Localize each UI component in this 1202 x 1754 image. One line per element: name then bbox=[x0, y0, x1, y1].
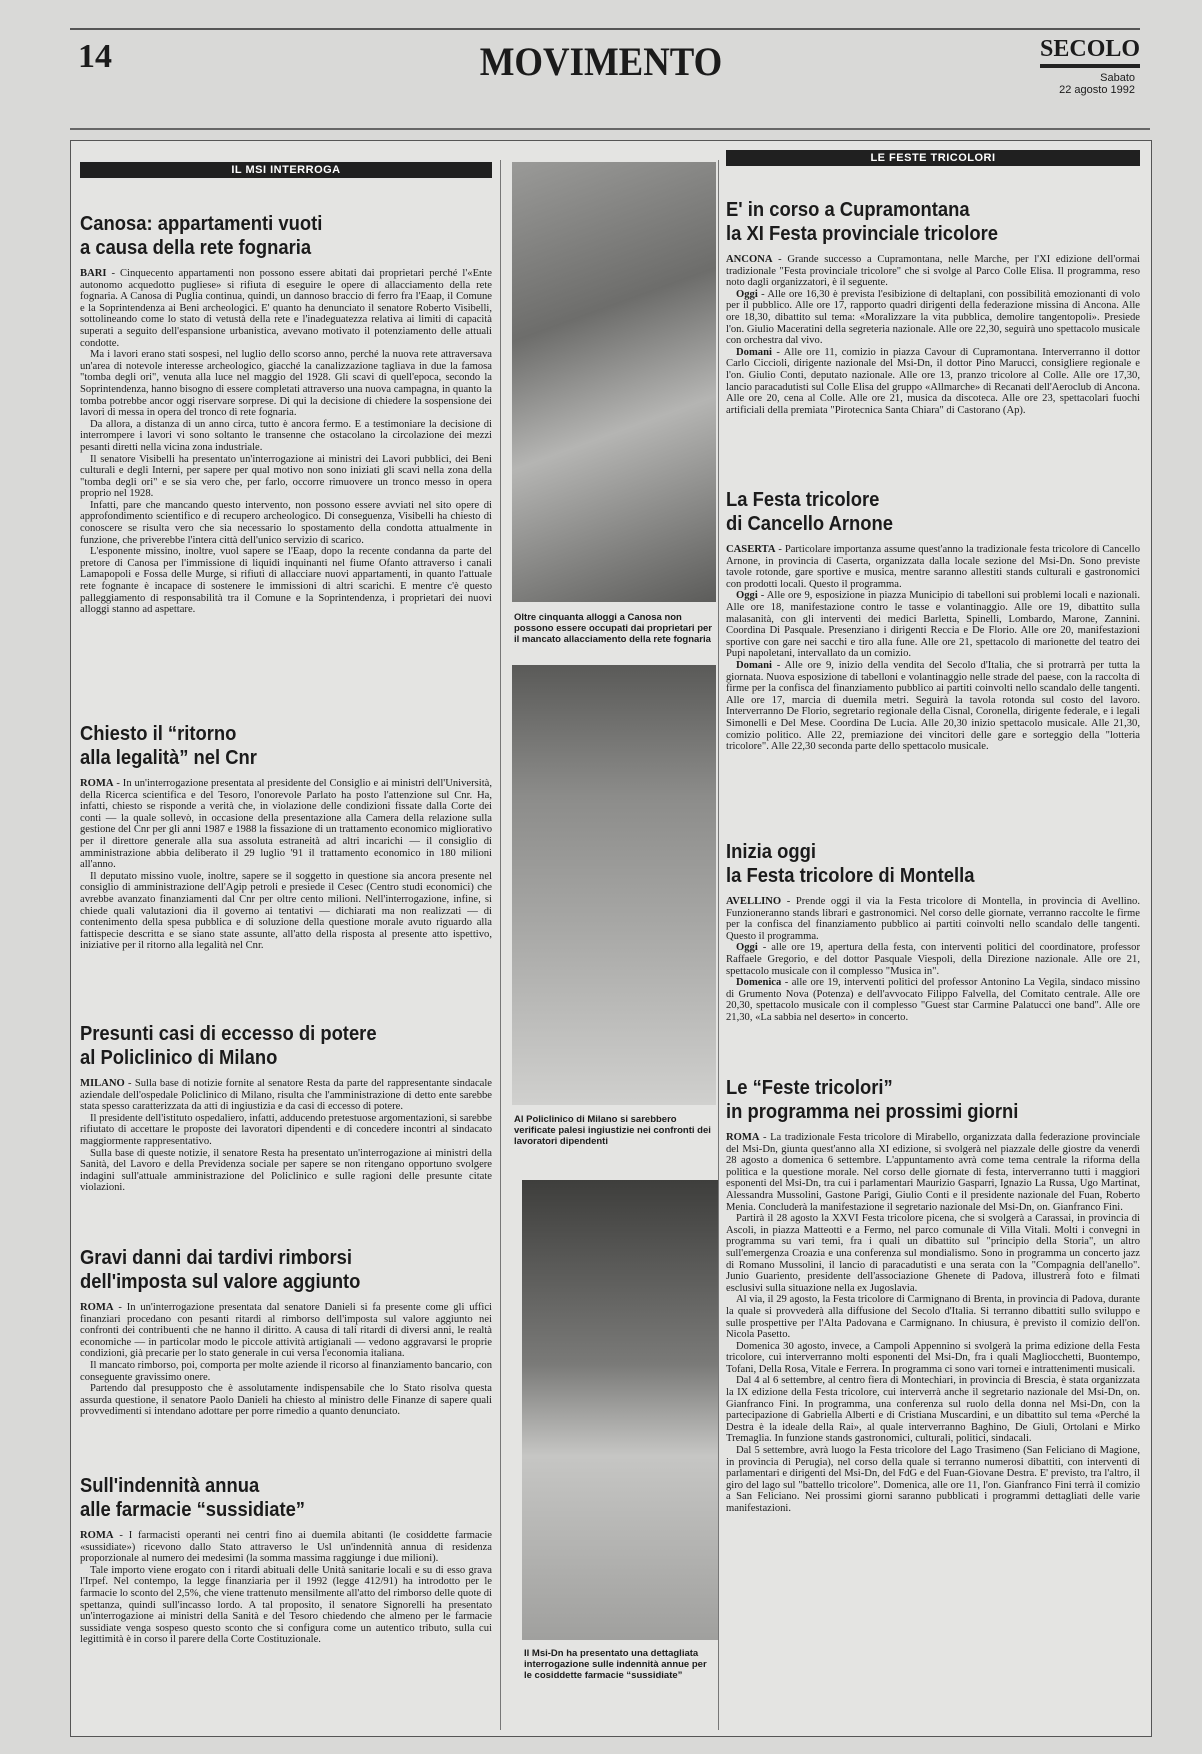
issue-date-text: 22 agosto 1992 bbox=[1059, 84, 1135, 96]
issue-day: Sabato bbox=[1100, 72, 1135, 84]
article-paragraph bbox=[80, 1383, 492, 1418]
article-paragraph bbox=[80, 1530, 492, 1565]
headline-line: di Cancello Arnone bbox=[726, 513, 893, 535]
photo-caption: Al Policlinico di Milano si sarebbero verificate palesi ingiustizie nei confronti dei lavoratori dipendenti bbox=[514, 1114, 711, 1147]
issue-date bbox=[1010, 72, 1135, 96]
headline-line: a causa della rete fognaria bbox=[80, 237, 312, 259]
article-paragraph bbox=[80, 1148, 492, 1194]
paragraph-lead: ROMA bbox=[80, 778, 114, 789]
photo-pharmacist bbox=[522, 1180, 718, 1640]
section-label-right: LE FESTE TRICOLORI bbox=[726, 150, 1140, 166]
paragraph-text: Dal 4 al 6 settembre, al centro fiera di Montechiari, in provincia di Brescia, è stata organizzata la IX edizione della Festa tricolore, cui interverrà anche il segretario nazionale del Msi-Dn, on. Gianfranco Fini. In programma, una conferenza sul ruolo della donna nel Msi-Dn, con la partecipazione di Gabriella Alberti e di Cristiana Muscardini, e un dibattito sul tema «Perché la Destra è la ideale della Rai», al quale interverranno Baghino, De Giuli, Ortolani e Mirko Tremaglia. In funzione stands gastronomici, culturali, politici, sindacali. bbox=[726, 1375, 1140, 1445]
headline-line: alle farmacie “sussidiate” bbox=[80, 1499, 306, 1521]
paragraph-text: Partendo dal presupposto che è assolutamente indispensabile che lo Stato risolva questa assurda questione, il senatore Paolo Danieli ha chiesto al ministro delle Finanze di sapere quali provvedimenti si intendano adottare per porre rimedio a quanto denunciato. bbox=[80, 1383, 492, 1418]
paragraph-text: - Alle ore 11, comizio in piazza Cavour di Cupramontana. Interverranno il dottor Carlo Ciccioli, dirigente nazionale del Msi-Dn, il dottor Pino Marucci, consigliere regionale e l'on. Giulio Conti, deputato nazionale. Alle ore 13, pranzo tricolore al Colle. Alle ore 17,30, lancio paracadutisti sul Colle Elisa del gruppo «Allmarche» di Recanati dell'Aeroclub di Ancona. Alle ore 20, cena al Colle. Alle ore 21, musica da discoteca. Alle ore 23, spettacolari fuochi artificiali della premiata "Pirotecnica Santa Chiara" di Castorano (Ap). bbox=[726, 346, 1140, 416]
headline-line: La Festa tricolore bbox=[726, 489, 880, 511]
article-headline bbox=[726, 840, 1107, 888]
page-number: 14 bbox=[78, 38, 112, 75]
paragraph-text: Da allora, a distanza di un anno circa, tutto è ancora fermo. E a testimoniare la decisione di interrompere i lavori vi sono soltanto le transenne che ostacolano la circolazione dei mezzi pesanti diretti nella vicina zona industriale. bbox=[80, 418, 492, 453]
article-paragraph bbox=[726, 347, 1140, 417]
paragraph-text: Il mancato rimborso, poi, comporta per molte aziende il ricorso al finanziamento bancario, con conseguente gravissimo onere. bbox=[80, 1359, 492, 1383]
headline-line: in programma nei prossimi giorni bbox=[726, 1101, 1019, 1123]
article-paragraph bbox=[80, 268, 492, 349]
paragraph-text: Infatti, pare che mancando questo intervento, non possono essere avviati nel sito opere di approfondimento scientifico e di recupero archeologico. Di conseguenza, Visibelli ha chiesto di conoscere se risulta vero che sia necessario lo spostamento della condotta attualmente in funzione, che priverebbe l'intera città dell'unico servizio di scarico. bbox=[80, 499, 492, 546]
headline-line: alla legalità” nel Cnr bbox=[80, 747, 257, 769]
column-rule bbox=[718, 160, 719, 1730]
paragraph-text: - Alle ore 16,30 è prevista l'esibizione di deltaplani, con possibilità emozionanti di volo per il pubblico. Alle ore 17, rapporto quadri dirigenti della federazione missina di Ancona. Alle ore 18,30, dibattito sul tema: «Moralizzare la vita pubblica, demolire tangentopoli». Presiede l'on. Giulio Maceratini della segreteria nazionale. Alle ore 22,30, seguirà uno spettacolo musicale con orchestra dal vivo. bbox=[726, 288, 1140, 347]
headline-line: Chiesto il “ritorno bbox=[80, 723, 237, 745]
article-paragraph bbox=[80, 546, 492, 616]
article-policlinico bbox=[80, 1022, 492, 1240]
headline-line: Le “Feste tricolori” bbox=[726, 1077, 893, 1099]
paragraph-text: Tale importo viene erogato con i ritardi abituali delle Unità sanitarie locali e su di esso grava l'Irpef. Nel contempo, la legge finanziaria per il 1992 (legge 412/91) ha introdotto per le farmacie lo sconto del 2,5%, che viene trattenuto mensilmente all'atto del rimborso delle quote di spettanza, quindi sull'incasso lordo. A tal proposito, il senatore Signorelli ha presentato un'interrogazione ai ministri della Sanità e del Tesoro chiedendo che almeno per le farmacie sussidiate venga sospeso questo sconto che si configura come un autentico tributo, sulla cui legittimità è in corso il parere della Corte Costituzionale. bbox=[80, 1564, 492, 1646]
article-headline bbox=[726, 488, 1107, 536]
headline-line: Gravi danni dai tardivi rimborsi bbox=[80, 1247, 352, 1269]
article-headline bbox=[80, 1022, 459, 1070]
photo-caption: Il Msi-Dn ha presentato una dettagliata interrogazione sulle indennità annue per le cosiddette farmacie “sussidiate” bbox=[524, 1648, 707, 1681]
paragraph-text: Partirà il 28 agosto la XXVI Festa tricolore picena, che si svolgerà a Carassai, in provincia di Ascoli, in piazza Matteotti e a Fermo, nel parco comunale di Villa Vitali. Molti i convegni in programma su vari temi, fra i quali un dibattito sul "principio della Storia", un altro sull'emergenza Croazia e una conferenza sul mondialismo. Sono in programma un concerto jazz di Romano Mussolini, il lancio di paracadutisti e una serata con la "Compagnia dell'anello". Junio Guariento, presidente dell'associazione Ghenete di Padova, illustrerà foto e filmati esclusivi sulla situazione nella ex Jugoslavia. bbox=[726, 1213, 1140, 1294]
article-headline bbox=[80, 1246, 459, 1294]
paragraph-lead: Domani bbox=[736, 659, 772, 671]
paragraph-text: L'esponente missino, inoltre, vuol sapere se l'Eaap, dopo la recente condanna da parte del pretore di Canosa per l'immissione di liquidi inquinanti nel fiume Ofanto attraverso i canali Lamapopoli e Fossa delle Murge, si rifiuti di allacciare nuovi appartamenti, in quanto l'attuale rete fognante è incapace di sostenere le immissioni di altri scarichi. E mentre c'è questo palleggiamento di responsabilità tra il Comune e la Soprintendenza, i proprietari dei nuovi alloggi stanno ad aspettare. bbox=[80, 546, 492, 616]
article-farmacie bbox=[80, 1474, 492, 1736]
section-title: MOVIMENTO bbox=[479, 39, 723, 84]
column-rule bbox=[500, 160, 501, 1730]
paragraph-lead: ROMA bbox=[80, 1302, 114, 1313]
paragraph-text: - In un'interrogazione presentata dal senatore Danieli si fa presente come gli uffici finanziari procedano con pesanti ritardi al rimborso dell'imposta sul valore aggiunto nei confronti dei contribuenti che ne hanno il diritto. A causa di tali ritardi di diversi anni, le realtà economiche — in particolar modo le piccole attività artigianali — vedono aggravarsi le proprie condizioni, già precarie per lo stato generale in cui versa l'economia italiana. bbox=[80, 1302, 492, 1360]
paragraph-text: - I farmacisti operanti nei centri fino ai duemila abitanti (le cosiddette farmacie «sussidiate») ricevono dallo Stato attraverso le Usl un'indennità annua di residenza proporzionale al numero dei medesimi (la somma massima raggiunge i due milioni). bbox=[80, 1530, 492, 1565]
headline-line: Presunti casi di eccesso di potere bbox=[80, 1023, 377, 1045]
paragraph-lead: Domani bbox=[736, 346, 772, 358]
paragraph-text: - Cinquecento appartamenti non possono essere abitati dai proprietari perché l'«Ente autonomo acquedotto pugliese» si rifiuta di eseguire le opere di allacciamento della rete fognaria. A Canosa di Puglia continua, quindi, un dannoso braccio di ferro fra l'Eaap, il Comune e la Soprintendenza ai Beni archeologici. E' quanto ha denunciato il senatore Roberto Visibelli, sottolineando come lo stato di vetustà della rete e l'inadeguatezza relativa ai limiti di capacità superati a seguito dell'espansione urbanistica, avevano motivato il potenziamento delle attuali condotte. bbox=[80, 268, 492, 349]
paragraph-text: - Grande successo a Cupramontana, nelle Marche, per l'XI edizione dell'ormai tradizionale "Festa provinciale tricolore" che si svolge al Parco Colle Elisa. Il programma, reso noto dagli organizzatori, è il seguente. bbox=[726, 254, 1140, 289]
photo-hospital bbox=[512, 665, 716, 1105]
article-canosa bbox=[80, 212, 492, 720]
paragraph-lead: BARI bbox=[80, 268, 107, 279]
article-paragraph bbox=[80, 871, 492, 952]
paragraph-text: Ma i lavori erano stati sospesi, nel luglio dello scorso anno, perché la nuova rete attraversava un'area di notevole interesse archeologico, giacché la canalizzazione tagliava in due la famosa "tomba degli ori", venuta alla luce nel maggio del 1928. Gli scavi di quell'epoca, secondo la Soprintendenza, hanno bisogno di essere completati attraverso una nuova campagna, in quanto la tomba potrebbe ancor oggi riservare sorprese. Di qui la decisione di chiedere la sospensione dei lavori di messa in opera del tronco di rete fognaria. bbox=[80, 349, 492, 419]
paragraph-text: - In un'interrogazione presentata al presidente del Consiglio e ai ministri dell'Università, della Ricerca scientifica e del Tesoro, l'onorevole Parlato ha posto l'attenzione sul Cnr. Ha, infatti, chiesto se risponde a verità che, in violazione delle condizioni fissate dalla Corte dei conti — la quale sollevò, in occasione della presentazione alla Camera della relazione sulla gestione del Cnr per gli anni 1987 e 1988 la fissazione di un trattamento economico migliorativo per il direttore generale alla sua assoluta estraneità ad altri incarichi — il consiglio di amministrazione abbia deliberato il 29 luglio '91 il trattamento economico in 180 milioni all'anno. bbox=[80, 778, 492, 871]
paragraph-text: Il presidente dell'istituto ospedaliero, infatti, adducendo pretestuose argomentazioni, si sarebbe rifiutato di accettare le proposte dei lavoratori dipendenti e di concedere incontri al sindacato maggiormente rappresentativo. bbox=[80, 1112, 492, 1147]
header-bottom-rule bbox=[70, 128, 1150, 130]
paragraph-text: - Sulla base di notizie fornite al senatore Resta da parte del rappresentante sindacale aziendale dell'ospedale Policlinico di Milano, risulta che l'amministrazione di detto ente sarebbe stata spesso caratterizzata da atti di ingiustizia e da casi di eccesso di potere. bbox=[80, 1078, 492, 1113]
paragraph-lead: ROMA bbox=[726, 1132, 760, 1143]
paragraph-text: Sulla base di queste notizie, il senatore Resta ha presentato un'interrogazione ai ministri della Sanità, del Lavoro e della Previdenza sociale per sapere se non ritengano opportuno svolgere indagini sull'attuale amministrazione del Policlinico e sulle ragioni delle presunte citate violazioni. bbox=[80, 1147, 492, 1194]
newspaper-logo bbox=[1040, 36, 1140, 68]
paragraph-text: - Alle ore 9, esposizione in piazza Municipio di tabelloni sui problemi locali e nazionali. Alle ore 18, manifestazione contro le tasse e volantinaggio. Alle ore 19, dibattito sulla malasanità, con gli interventi dei medici Barletta, Spinelli, Lombardo, Marone, Zannini. Coordina Di Pasquale. Presenziano i dirigenti Reccia e De Florio. Alle ore 20, manifestazioni sportive con gare nei sacchi e tiro alla fune. Alle ore 21, spettacolo di marionette del teatro dei Pupi napoletani, intervallato da un comizio. bbox=[726, 590, 1140, 660]
paragraph-text: - Prende oggi il via la Festa tricolore di Montella, in provincia di Avellino. Funzioneranno stands librari e gastronomici. Nel corso delle giornate, verranno raccolte le firme per la confisca del finanziamento pubblico ai partiti coinvolti nello scandalo delle tangenti. Questo il programma. bbox=[726, 896, 1140, 942]
article-paragraph bbox=[726, 977, 1140, 1023]
paragraph-text: - alle ore 19, apertura della festa, con interventi politici del coordinatore, professor Raffaele Gregorio, e del dottor Pasquale Viespoli, della Direzione nazionale. Alle ore 21, spettacolo musicale con il complesso "Musica in". bbox=[726, 942, 1140, 977]
paragraph-text: Al via, il 29 agosto, la Festa tricolore di Carmignano di Brenta, in provincia di Padova, durante la quale si provvederà alla diffusione del Secolo d'Italia. Si terranno dibattiti sullo sviluppo e sulle prospettive per l'Alta Padovana e Carmignano. In chiusura, è previsto il comizio dell'on. Nicola Pasetto. bbox=[726, 1294, 1140, 1341]
paragraph-lead: MILANO bbox=[80, 1078, 125, 1089]
article-paragraph bbox=[80, 500, 492, 546]
article-iva bbox=[80, 1246, 492, 1468]
paragraph-lead: ANCONA bbox=[726, 254, 773, 265]
headline-line: Sull'indennità annua bbox=[80, 1475, 260, 1497]
paragraph-lead: CASERTA bbox=[726, 544, 776, 555]
article-feste-programma bbox=[726, 1076, 1140, 1736]
article-cancello-arnone bbox=[726, 488, 1140, 840]
headline-line: Inizia oggi bbox=[726, 841, 816, 863]
headline-line: la Festa tricolore di Montella bbox=[726, 865, 975, 887]
article-paragraph bbox=[80, 1078, 492, 1113]
article-paragraph bbox=[726, 289, 1140, 347]
paragraph-lead: Oggi bbox=[736, 942, 758, 954]
headline-line: dell'imposta sul valore aggiunto bbox=[80, 1271, 361, 1293]
article-paragraph bbox=[80, 349, 492, 419]
header-rule bbox=[70, 28, 1140, 30]
photo-construction-site bbox=[512, 162, 716, 602]
article-paragraph bbox=[726, 1375, 1140, 1445]
section-label-left: IL MSI INTERROGA bbox=[80, 162, 492, 178]
article-paragraph bbox=[80, 1302, 492, 1360]
article-paragraph bbox=[726, 1445, 1140, 1515]
headline-line: E' in corso a Cupramontana bbox=[726, 199, 970, 221]
article-headline bbox=[726, 1076, 1107, 1124]
paragraph-text: Dal 5 settembre, avrà luogo la Festa tricolore del Lago Trasimeno (San Feliciano di Magione, in provincia di Perugia), nel corso della quale si terranno numerosi dibattiti, con interventi di parlamentari e dirigenti del Msi-Dn, del FdG e del Fuan-Giovane Destra. E' previsto, tra l'altro, il giro del lago sul "battello tricolore". Domenica, alle ore 11, l'on. Gianfranco Fini terrà il comizio a San Feliciano. Nei prossimi giorni saranno pubblicati i programmi dettagliati delle varie manifestazioni. bbox=[726, 1445, 1140, 1514]
article-headline bbox=[80, 1474, 459, 1522]
paragraph-text: - La tradizionale Festa tricolore di Mirabello, organizzata dalla federazione provinciale del Msi-Dn, giunta quest'anno alla XI edizione, si svolgerà nel piazzale delle giostre da venerdì 28 agosto a domenica 6 settembre. L'appuntamento avrà come tema centrale la riforma della politica e la questione morale. Nel corso delle giornate di festa, interverranno tutti i maggiori esponenti del Msi-Dn, tra cui i parlamentari Maurizio Gasparri, Ignazio La Russa, Ugo Martinat, Alessandra Mussolini, Gastone Parigi, Giulio Conti e il presidente nazionale del Fuan, Roberto Menia. Concluderà la manifestazione il segretario nazionale del Msi-Dn, on. Gianfranco Fini. bbox=[726, 1132, 1140, 1213]
paragraph-text: Il senatore Visibelli ha presentato un'interrogazione ai ministri dei Lavori pubblici, dei Beni culturali e degli Interni, per sapere per qual motivo non sono iniziati gli scavi nella zona della "tomba degli ori" e se sia vero che, per farlo, occorre rimuovere un tronco messo in opera proprio nel 1928. bbox=[80, 453, 492, 500]
article-paragraph bbox=[80, 1565, 492, 1646]
article-paragraph bbox=[726, 942, 1140, 977]
paragraph-text: - Alle ore 9, inizio della vendita del Secolo d'Italia, che si protrarrà per tutta la giornata. Nuova esposizione di tabelloni e volantinaggio nelle strade del paese, con la raccolta di firme per la confisca del finanziamento pubblico ai partiti coinvolti nello scandalo delle tangenti. Alle ore 17, marcia di duemila metri. Seguirà la tavola rotonda sul costo del lavoro. Interverranno De Florio, segretario regionale della Cisnal, Coronella, dirigente federale, e i legali Simonelli e Del Mese. Coordina De Lucia. Alle 20,30 inizio spettacolo musicale. Alle 21,30, comizio politico. Alle 22, premiazione dei vincitori delle gare e sorteggio della "lotteria tricolore". Alle 22,30 seconda parte dello spettacolo musicale. bbox=[726, 659, 1140, 753]
article-paragraph bbox=[80, 419, 492, 454]
paragraph-lead: Oggi bbox=[736, 590, 758, 602]
article-montella bbox=[726, 840, 1140, 1072]
headline-line: Canosa: appartamenti vuoti bbox=[80, 213, 323, 235]
article-paragraph bbox=[726, 1213, 1140, 1294]
paragraph-lead: AVELLINO bbox=[726, 896, 782, 907]
article-paragraph bbox=[80, 1113, 492, 1148]
paragraph-text: - Particolare importanza assume quest'anno la tradizionale festa tricolore di Cancello Arnone, in provincia di Caserta, organizzata dalla locale sezione del Msi-Dn. Sono previste tavole rotonde, gare sportive e musica, mentre saranno allestiti stands culturali e gastronomici con prodotti locali. Questo il programma. bbox=[726, 544, 1140, 590]
paragraph-text: Domenica 30 agosto, invece, a Campoli Appennino si svolgerà la prima edizione della Festa tricolore, cui interverranno molti esponenti del Msi-Dn, fra i quali Magliocchetti, Buontempo, Tofani, Della Rosa, Vitale e Ferrera. In programma ci sono vari tornei e intrattenimenti musicali. bbox=[726, 1340, 1140, 1375]
article-paragraph bbox=[726, 1294, 1140, 1340]
article-paragraph bbox=[726, 1132, 1140, 1213]
article-paragraph bbox=[726, 1341, 1140, 1376]
headline-line: la XI Festa provinciale tricolore bbox=[726, 223, 999, 245]
paragraph-lead: Domenica bbox=[736, 977, 782, 989]
logo-text: SECOLO bbox=[1040, 36, 1141, 62]
logo-bar bbox=[1040, 64, 1140, 68]
article-paragraph bbox=[726, 544, 1140, 590]
article-cnr bbox=[80, 722, 492, 1022]
article-cupramontana bbox=[726, 198, 1140, 488]
article-headline bbox=[80, 722, 459, 770]
article-paragraph bbox=[726, 896, 1140, 942]
paragraph-lead: ROMA bbox=[80, 1530, 114, 1541]
photo-caption: Oltre cinquanta alloggi a Canosa non possono essere occupati dai proprietari per il mancato allacciamento della rete fognaria bbox=[514, 612, 712, 645]
article-paragraph bbox=[726, 254, 1140, 289]
article-paragraph bbox=[80, 1360, 492, 1383]
article-headline bbox=[726, 198, 1107, 246]
headline-line: al Policlinico di Milano bbox=[80, 1047, 278, 1069]
article-paragraph bbox=[80, 778, 492, 871]
paragraph-text: Il deputato missino vuole, inoltre, sapere se il soggetto in questione sia ancora presente nel consiglio di amministrazione dell'Agip petroli e presiede il Cesec (Centro studi economici) che avrebbe avanzato finanziamenti dal Cnr per oltre cento milioni. Nell'interrogazione, infine, si chiede quali valutazioni dia il governo ai tentativi — dichiarati ma non realizzati — di contenimento della spesa pubblica e di soluzione della questione morale avuto riguardo alla fattispecie descritta e se siano state assunte, all'atto della risposta al presente atto ispettivo, iniziative per il ritorno alla legalità nel Cnr. bbox=[80, 870, 492, 952]
article-paragraph bbox=[726, 660, 1140, 753]
article-headline bbox=[80, 212, 459, 260]
paragraph-lead: Oggi bbox=[736, 288, 758, 300]
article-paragraph bbox=[726, 590, 1140, 660]
paragraph-text: - alle ore 19, interventi politici del professor Antonino La Vegila, sindaco missino di Grumento Nova (Potenza) e dell'avvocato Filippo Falvella, del Comitato centrale. Alle ore 20,30, spettacolo musicale con il complesso "Guest star Carmine Palatucci one band". Alle ore 21,30, «La sabbia nel deserto» in concerto. bbox=[726, 977, 1140, 1023]
article-paragraph bbox=[80, 454, 492, 500]
